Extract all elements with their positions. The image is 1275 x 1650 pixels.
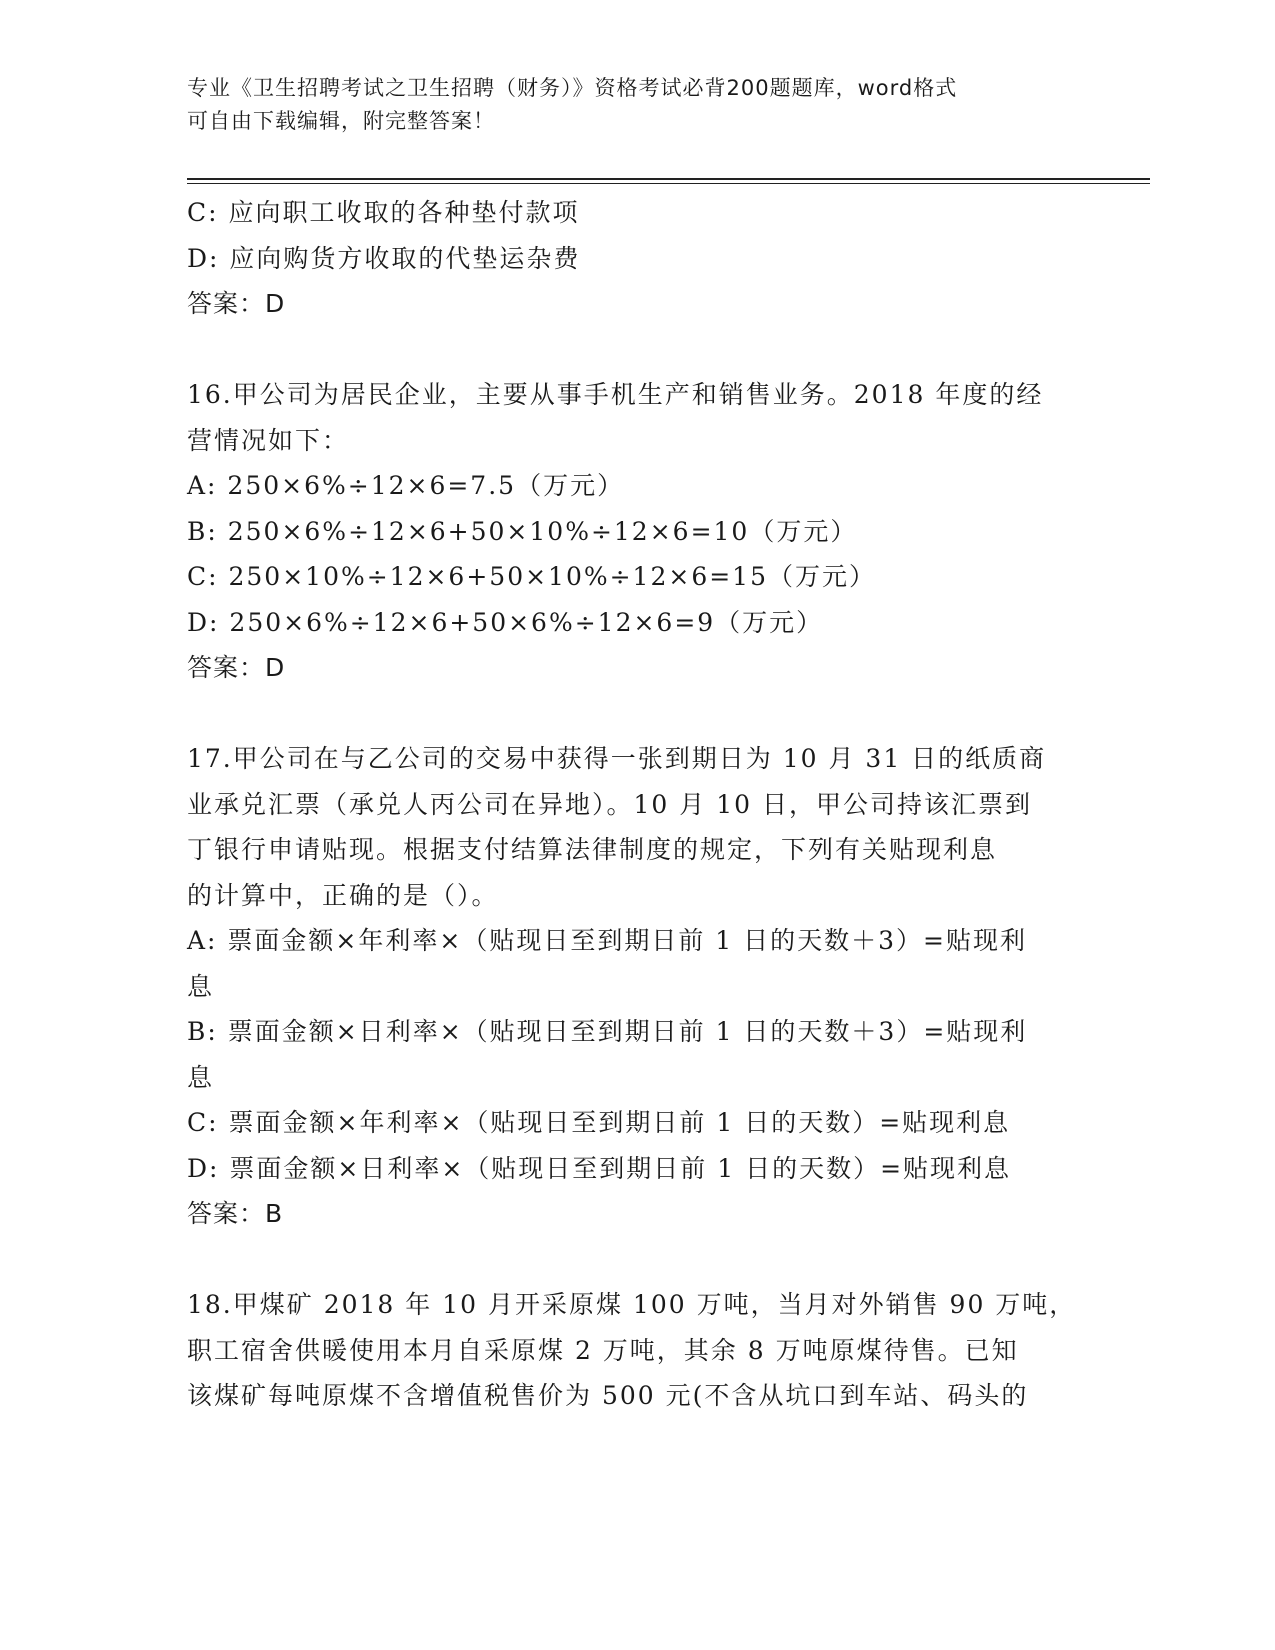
question-18 [187, 1282, 1087, 1419]
header-line-1: 专业《卫生招聘考试之卫生招聘（财务）》资格考试必背200题题库，word格式 [187, 76, 958, 100]
q17-stem-line-2: 业承兑汇票（承兑人丙公司在异地）。10 月 10 日，甲公司持该汇票到 [187, 789, 1032, 819]
q18-stem-line-2: 职工宿舍供暖使用本月自采原煤 2 万吨，其余 8 万吨原煤待售。已知 [187, 1335, 1019, 1365]
q17-stem-line-3: 丁银行申请贴现。根据支付结算法律制度的规定，下列有关贴现利息 [187, 835, 998, 864]
spacer [187, 691, 1087, 737]
header-line-2: 可自由下载编辑，附完整答案！ [187, 109, 495, 133]
q17-stem-line-4: 的计算中，正确的是（）。 [187, 880, 499, 910]
q17-option-a-line-1: A: 票面金额×年利率×（贴现日至到期日前 1 日的天数＋3）=贴现利 [187, 926, 1027, 955]
q17-option-b-line-2: 息 [187, 1062, 215, 1092]
q17-option-c: C: 票面金额×年利率×（贴现日至到期日前 1 日的天数）=贴现利息 [187, 1108, 1011, 1137]
q16-stem-line-2: 营情况如下： [187, 425, 350, 455]
q17-stem-line-1: 17.甲公司在与乙公司的交易中获得一张到期日为 10 月 31 日的纸质商 [187, 744, 1047, 773]
q15-option-d: D: 应向购货方收取的代垫运杂费 [187, 243, 581, 273]
document-header [187, 72, 1087, 138]
q15-answer: 答案：D [187, 289, 286, 318]
q16-option-b: B: 250×6%÷12×6+50×10%÷12×6=10（万元） [187, 516, 858, 546]
question-15-tail [187, 190, 1087, 327]
question-16 [187, 372, 1087, 691]
spacer [187, 327, 1087, 373]
header-divider-thick [187, 178, 1150, 180]
q17-answer: 答案：B [187, 1199, 284, 1228]
q15-option-c: C: 应向职工收取的各种垫付款项 [187, 198, 580, 227]
q18-stem-line-3: 该煤矿每吨原煤不含增值税售价为 500 元(不含从坑口到车站、码头的 [187, 1381, 1029, 1410]
q17-option-a-line-2: 息 [187, 971, 215, 1001]
question-list [187, 190, 1087, 1419]
q17-option-d: D: 票面金额×日利率×（贴现日至到期日前 1 日的天数）=贴现利息 [187, 1153, 1012, 1183]
spacer [187, 1237, 1087, 1283]
q16-stem-line-1: 16.甲公司为居民企业，主要从事手机生产和销售业务。2018 年度的经 [187, 380, 1044, 409]
q16-option-a: A: 250×6%÷12×6=7.5（万元） [187, 471, 625, 500]
q16-option-c: C: 250×10%÷12×6+50×10%÷12×6=15（万元） [187, 562, 876, 591]
q16-answer: 答案：D [187, 653, 286, 682]
question-17 [187, 736, 1087, 1237]
header-divider-thin [187, 183, 1150, 184]
q17-option-b-line-1: B: 票面金额×日利率×（贴现日至到期日前 1 日的天数＋3）=贴现利 [187, 1017, 1028, 1046]
q18-stem-line-1: 18.甲煤矿 2018 年 10 月开采原煤 100 万吨，当月对外销售 90 万吨， [187, 1290, 1077, 1319]
q16-option-d: D: 250×6%÷12×6+50×6%÷12×6=9（万元） [187, 607, 824, 637]
